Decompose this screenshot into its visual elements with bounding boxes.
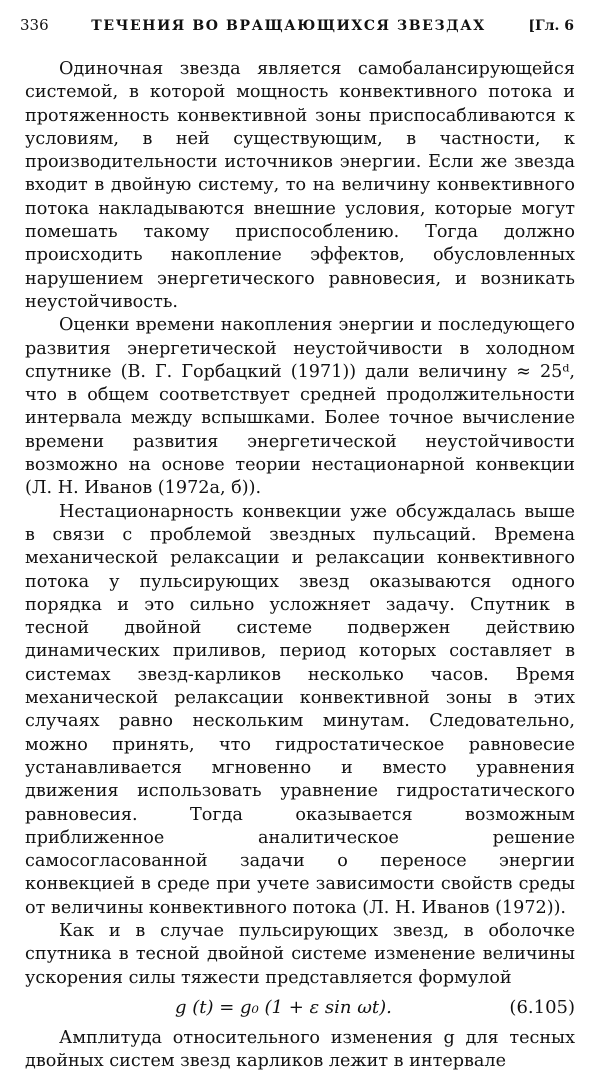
- equation-expression: g (t) = g₀ (1 + ε sin ωt).: [175, 996, 392, 1018]
- paragraph: Амплитуда относительного изменения g для тесных двойных систем звезд карликов лежит в интервале: [25, 1028, 575, 1072]
- paragraph: Одиночная звезда является самобалансирующейся системой, в которой мощность конвективного потока и протяженность конвективной зоны приспосабливаются к условиям, в ней существующим, в частности, к производительности источников энергии. Если же звезда входит в двойную систему, то на величину конвективного потока накладываются внешние условия, которые могут помешать такому приспособлению. Тогда должно происходить накопление эффектов, обусловленных нарушением энергетического равновесия, и возникать неустойчивость.: [25, 59, 575, 312]
- page-number: 336: [20, 16, 49, 34]
- equation-number: (6.105): [509, 996, 575, 1018]
- equation: [25, 996, 575, 1019]
- paragraph: Как и в случае пульсирующих звезд, в оболочке спутника в тесной двойной системе изменение величины ускорения силы тяжести представляется формулой: [25, 920, 575, 988]
- page-body: [25, 58, 575, 1074]
- running-header: [20, 16, 574, 42]
- paragraph: Нестационарность конвекции уже обсуждалась выше в связи с проблемой звездных пульсаций. Времена механической релаксации и релаксации конвективного потока у пульсирующих звезд оказываются одного порядка и это сильно усложняет задачу. Спутник в тесной двойной системе подвержен действию динамических приливов, период которых составляет в системах звезд-карликов несколько часов. Время механической релаксации конвективной зоны в этих случаях равно нескольким минутам. Следовательно, можно принять, что гидростатическое равновесие устанавливается мгновенно и вместо уравнения движения использовать уравнение гидростатического равновесия. Тогда оказывается возможным приближенное аналитическое решение самосогласованной задачи о переносе энергии конвекцией в среде при учете зависимости свойств среды от величины конвективного потока (Л. Н. Иванов (1972)).: [25, 501, 575, 918]
- running-title: ТЕЧЕНИЯ ВО ВРАЩАЮЩИХСЯ ЗВЕЗДАХ: [91, 18, 486, 34]
- chapter-marker: [Гл. 6: [528, 18, 574, 34]
- paragraph: Оценки времени накопления энергии и последующего развития энергетической неустойчивости в холодном спутнике (В. Г. Горбацкий (1971)) дали величину ≈ 25ᵈ, что в общем соответствует средней продолжительности интервала между вспышками. Более точное вычисление времени развития энергетической неустойчивости возможно на основе теории нестационарной конвекции (Л. Н. Иванов (1972а, б)).: [25, 315, 575, 499]
